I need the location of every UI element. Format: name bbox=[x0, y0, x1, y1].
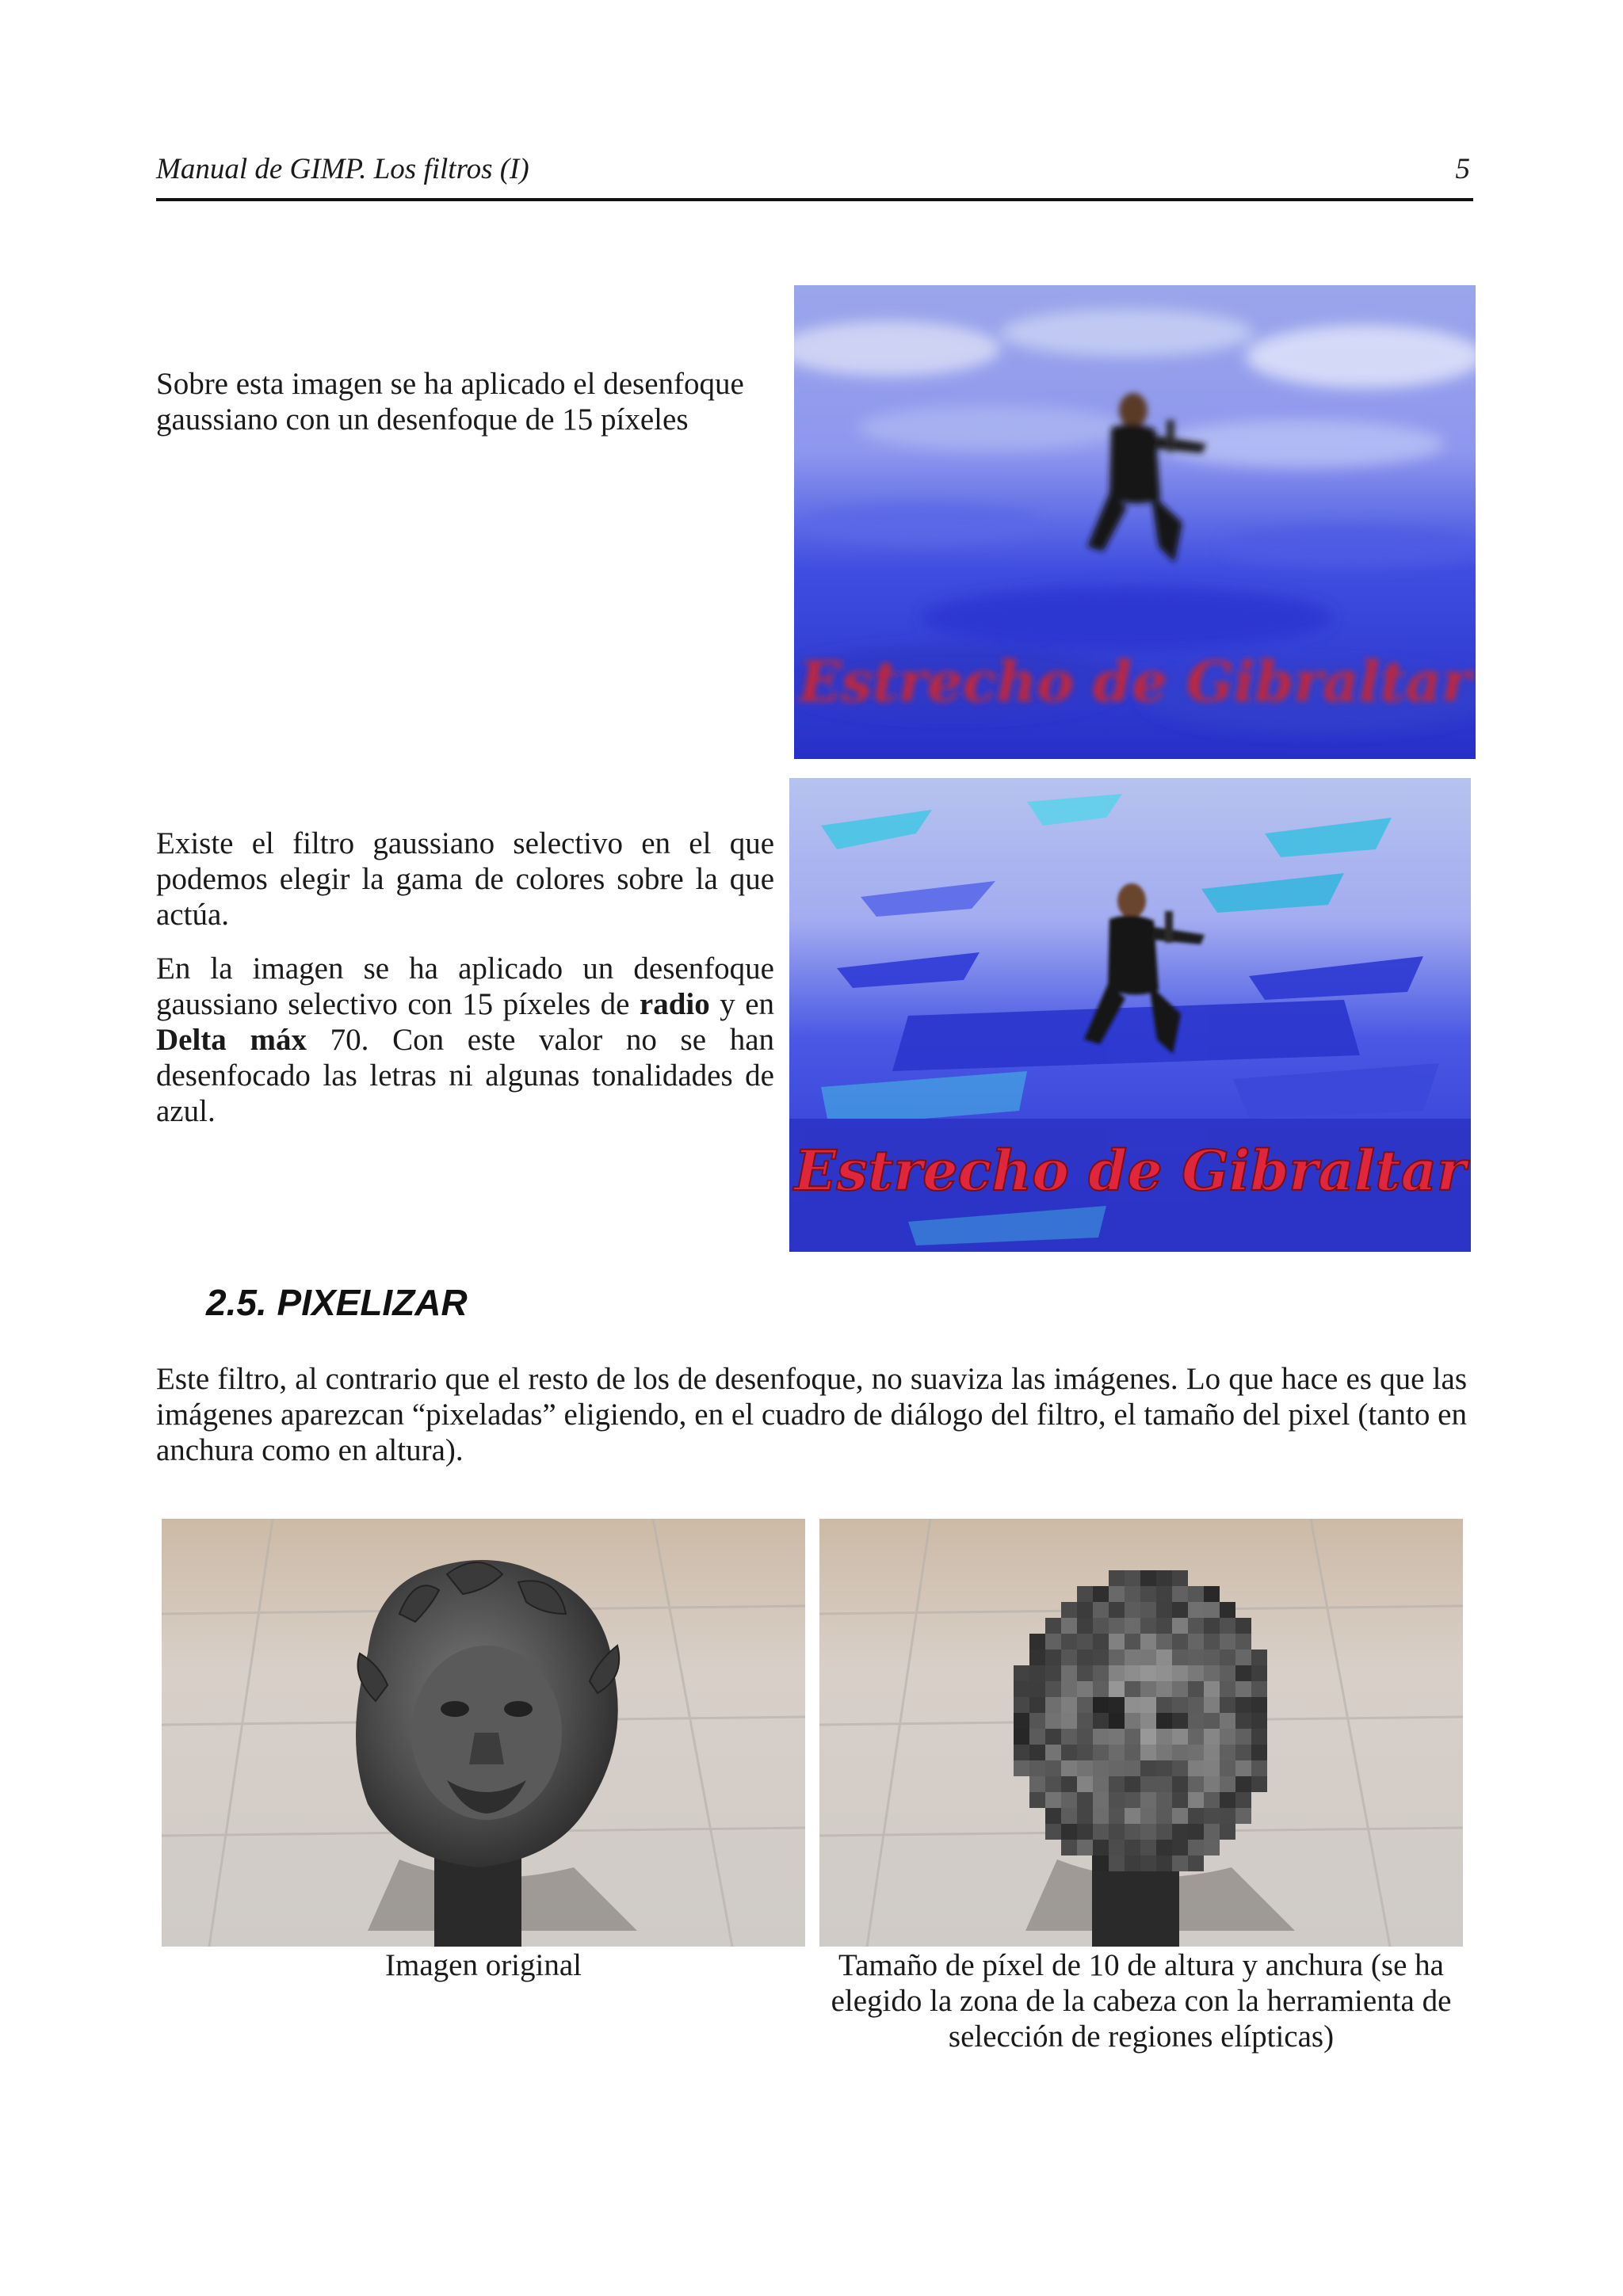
pixel-block bbox=[1172, 1792, 1188, 1808]
pixel-block bbox=[1125, 1697, 1140, 1713]
pixel-block bbox=[1188, 1602, 1204, 1618]
page-number: 5 bbox=[1455, 153, 1470, 185]
pixel-block bbox=[1140, 1713, 1156, 1729]
pixel-block bbox=[1125, 1760, 1140, 1776]
pixel-block bbox=[1014, 1729, 1029, 1745]
pixel-block bbox=[1220, 1697, 1235, 1713]
pixel-block bbox=[1172, 1570, 1188, 1586]
pixel-block bbox=[1093, 1713, 1109, 1729]
selective-blur-p2: En la imagen se ha aplicado un desenfoque gaussiano selectivo con 15 píxeles de radio y en Delta máx 70. Con este valor no se han desenfocado las letras ni algunas tonalidades de azul. bbox=[156, 952, 775, 1128]
pixel-block bbox=[1220, 1650, 1235, 1665]
pixel-block bbox=[1014, 1681, 1029, 1697]
pixel-block bbox=[1172, 1618, 1188, 1634]
pixel-block bbox=[1077, 1808, 1093, 1824]
pixel-block bbox=[1125, 1840, 1140, 1855]
pixel-block bbox=[1140, 1650, 1156, 1665]
pixel-block bbox=[1156, 1729, 1172, 1745]
pixel-block bbox=[1109, 1681, 1125, 1697]
pixel-block bbox=[1109, 1586, 1125, 1602]
pixel-block bbox=[1251, 1745, 1267, 1760]
pixel-block bbox=[1029, 1665, 1045, 1681]
pixel-block bbox=[1156, 1840, 1172, 1855]
pixel-block bbox=[1125, 1824, 1140, 1840]
pixel-block bbox=[1109, 1650, 1125, 1665]
pixel-block bbox=[1220, 1713, 1235, 1729]
pixel-block bbox=[1188, 1665, 1204, 1681]
selective-banner-text: Estrecho de Gibraltar bbox=[794, 1138, 1466, 1203]
pixel-block bbox=[1156, 1808, 1172, 1824]
pixel-block bbox=[1172, 1745, 1188, 1760]
pixel-block bbox=[1156, 1634, 1172, 1650]
pixel-block bbox=[1220, 1634, 1235, 1650]
pixel-block bbox=[1125, 1729, 1140, 1745]
pixel-block bbox=[1077, 1745, 1093, 1760]
pixel-block bbox=[1172, 1855, 1188, 1871]
pixel-block bbox=[1014, 1665, 1029, 1681]
pixel-block bbox=[1188, 1776, 1204, 1792]
pixel-block bbox=[1204, 1824, 1220, 1840]
pixel-block bbox=[1125, 1665, 1140, 1681]
pixel-block bbox=[1061, 1745, 1077, 1760]
pixel-block bbox=[1077, 1681, 1093, 1697]
pixel-block bbox=[1077, 1760, 1093, 1776]
pixel-block bbox=[1140, 1634, 1156, 1650]
pixel-block bbox=[1093, 1776, 1109, 1792]
pixel-block bbox=[1093, 1824, 1109, 1840]
pixel-block bbox=[1077, 1665, 1093, 1681]
pixel-block bbox=[1220, 1760, 1235, 1776]
pixel-block bbox=[1093, 1681, 1109, 1697]
pixel-block bbox=[1204, 1792, 1220, 1808]
pixel-block bbox=[1204, 1808, 1220, 1824]
pixel-block bbox=[1204, 1745, 1220, 1760]
pixelizar-description: Este filtro, al contrario que el resto de los de desenfoque, no suaviza las imágenes. Lo que hace es que las imágenes aparezcan “pixeladas” eligiendo, en el cuadro de diálogo del filtro, el tamaño del pixel (tanto en anchura como en altura). bbox=[156, 1362, 1467, 1467]
pixel-block bbox=[1045, 1792, 1061, 1808]
pixel-block bbox=[1125, 1855, 1140, 1871]
pixel-block bbox=[1045, 1808, 1061, 1824]
caption-original: Imagen original bbox=[385, 1948, 582, 1982]
pixel-block bbox=[1125, 1570, 1140, 1586]
pixel-block bbox=[1204, 1776, 1220, 1792]
pixel-block bbox=[1188, 1634, 1204, 1650]
pixel-block bbox=[1061, 1729, 1077, 1745]
pixel-block bbox=[1077, 1586, 1093, 1602]
pixel-block bbox=[1188, 1729, 1204, 1745]
pixel-block bbox=[1077, 1776, 1093, 1792]
pixel-block bbox=[1045, 1681, 1061, 1697]
radio-term: radio bbox=[639, 987, 710, 1021]
pixel-block bbox=[1140, 1792, 1156, 1808]
pixel-block bbox=[1188, 1808, 1204, 1824]
document-title: Manual de GIMP. Los filtros (I) bbox=[156, 153, 529, 185]
pixel-block bbox=[1109, 1570, 1125, 1586]
pixel-block bbox=[1029, 1650, 1045, 1665]
pixel-block bbox=[1140, 1681, 1156, 1697]
pixel-block bbox=[1077, 1618, 1093, 1634]
pixel-block bbox=[1109, 1634, 1125, 1650]
pixel-block bbox=[1204, 1634, 1220, 1650]
pixel-block bbox=[1029, 1713, 1045, 1729]
pixel-block bbox=[1109, 1618, 1125, 1634]
pixel-block bbox=[1172, 1697, 1188, 1713]
pixel-block bbox=[1093, 1586, 1109, 1602]
pixel-block bbox=[1061, 1697, 1077, 1713]
pixel-block bbox=[1014, 1713, 1029, 1729]
lion-pixelated-image bbox=[819, 1519, 1463, 1947]
pixel-block bbox=[1235, 1760, 1251, 1776]
pixel-block bbox=[1061, 1840, 1077, 1855]
pixel-block bbox=[1077, 1713, 1093, 1729]
pixel-block bbox=[1061, 1792, 1077, 1808]
pixel-block bbox=[1077, 1602, 1093, 1618]
pixel-block bbox=[1220, 1792, 1235, 1808]
pixel-block bbox=[1061, 1760, 1077, 1776]
pixel-block bbox=[1029, 1792, 1045, 1808]
pixel-block bbox=[1204, 1697, 1220, 1713]
pixel-block bbox=[1140, 1586, 1156, 1602]
pixel-block bbox=[1156, 1824, 1172, 1840]
pixel-block bbox=[1093, 1697, 1109, 1713]
pixel-block bbox=[1045, 1650, 1061, 1665]
pixel-block bbox=[1251, 1665, 1267, 1681]
pixel-block bbox=[1125, 1618, 1140, 1634]
page-header bbox=[156, 152, 1473, 201]
pixel-block bbox=[1172, 1665, 1188, 1681]
pixel-block bbox=[1077, 1824, 1093, 1840]
pixel-block bbox=[1156, 1602, 1172, 1618]
pixel-block bbox=[1061, 1665, 1077, 1681]
pixel-block bbox=[1188, 1792, 1204, 1808]
pixel-block bbox=[1045, 1824, 1061, 1840]
pixel-block bbox=[1077, 1697, 1093, 1713]
pixel-block bbox=[1061, 1618, 1077, 1634]
pixel-block bbox=[1188, 1745, 1204, 1760]
pixel-block bbox=[1235, 1729, 1251, 1745]
pixel-block bbox=[1188, 1586, 1204, 1602]
pixel-block bbox=[1077, 1840, 1093, 1855]
pixel-block bbox=[1188, 1824, 1204, 1840]
pixel-block bbox=[1140, 1729, 1156, 1745]
pixel-block bbox=[1077, 1634, 1093, 1650]
pixel-block bbox=[1220, 1729, 1235, 1745]
pixel-block bbox=[1061, 1681, 1077, 1697]
pixel-block bbox=[1125, 1745, 1140, 1760]
pixel-block bbox=[1156, 1697, 1172, 1713]
pixel-block bbox=[1172, 1650, 1188, 1665]
pixel-block bbox=[1251, 1681, 1267, 1697]
pixel-block bbox=[1235, 1681, 1251, 1697]
pixel-block bbox=[1109, 1745, 1125, 1760]
pixel-block bbox=[1235, 1745, 1251, 1760]
pixel-block bbox=[1045, 1713, 1061, 1729]
pixel-block bbox=[1204, 1729, 1220, 1745]
pixel-block bbox=[1109, 1840, 1125, 1855]
pixel-block bbox=[1172, 1681, 1188, 1697]
pixel-block bbox=[1156, 1665, 1172, 1681]
pixel-block bbox=[1140, 1697, 1156, 1713]
pixel-block bbox=[1140, 1745, 1156, 1760]
pixel-block bbox=[1204, 1586, 1220, 1602]
pixel-block bbox=[1156, 1760, 1172, 1776]
pixel-block bbox=[1109, 1729, 1125, 1745]
pixel-block bbox=[1045, 1760, 1061, 1776]
pixel-block bbox=[1093, 1745, 1109, 1760]
pixel-block bbox=[1188, 1681, 1204, 1697]
pixel-block bbox=[1125, 1792, 1140, 1808]
pixel-block bbox=[1235, 1665, 1251, 1681]
pixel-block bbox=[1220, 1776, 1235, 1792]
pixel-block bbox=[1140, 1618, 1156, 1634]
pixel-block bbox=[1156, 1855, 1172, 1871]
pixel-block bbox=[1156, 1570, 1172, 1586]
pixel-block bbox=[1109, 1776, 1125, 1792]
pixel-block bbox=[1014, 1745, 1029, 1760]
gaussian-blur-description: Sobre esta imagen se ha aplicado el desenfoque gaussiano con un desenfoque de 15 píxeles bbox=[156, 367, 744, 437]
pixel-block bbox=[1140, 1570, 1156, 1586]
pixel-block bbox=[1093, 1760, 1109, 1776]
pixel-block bbox=[1109, 1824, 1125, 1840]
pixel-block bbox=[1172, 1586, 1188, 1602]
pixel-block bbox=[1156, 1745, 1172, 1760]
pixel-block bbox=[1172, 1824, 1188, 1840]
pixel-block bbox=[1251, 1697, 1267, 1713]
pixel-block bbox=[1156, 1713, 1172, 1729]
pixel-block bbox=[1045, 1665, 1061, 1681]
pixel-block bbox=[1220, 1824, 1235, 1840]
pixel-block bbox=[1235, 1634, 1251, 1650]
pixel-block bbox=[1125, 1681, 1140, 1697]
caption-pixelated: Tamaño de píxel de 10 de altura y anchura (se ha elegido la zona de la cabeza con la herramienta de selección de regiones elípticas) bbox=[831, 1948, 1452, 2054]
pixel-block bbox=[1188, 1650, 1204, 1665]
lion-original-image bbox=[162, 1519, 805, 1947]
pixel-block bbox=[1220, 1618, 1235, 1634]
pixel-block bbox=[1061, 1634, 1077, 1650]
pixel-block bbox=[1172, 1808, 1188, 1824]
pixel-block bbox=[1235, 1713, 1251, 1729]
pixel-block bbox=[1251, 1776, 1267, 1792]
pixel-block bbox=[1093, 1729, 1109, 1745]
pixel-block bbox=[1045, 1634, 1061, 1650]
pixel-block bbox=[1045, 1729, 1061, 1745]
pixel-block bbox=[1029, 1634, 1045, 1650]
pixel-block bbox=[1188, 1840, 1204, 1855]
pixel-block bbox=[1014, 1760, 1029, 1776]
pixel-block bbox=[1204, 1602, 1220, 1618]
pixel-block bbox=[1125, 1650, 1140, 1665]
pixel-block bbox=[1235, 1618, 1251, 1634]
pixel-block bbox=[1125, 1713, 1140, 1729]
pixel-block bbox=[1156, 1681, 1172, 1697]
pixel-block bbox=[1029, 1776, 1045, 1792]
pixel-block bbox=[1029, 1745, 1045, 1760]
pixel-block bbox=[1125, 1602, 1140, 1618]
pixel-block bbox=[1140, 1760, 1156, 1776]
pixel-block bbox=[1109, 1855, 1125, 1871]
pixel-block bbox=[1109, 1665, 1125, 1681]
pixel-block bbox=[1220, 1602, 1235, 1618]
pixel-block bbox=[1125, 1634, 1140, 1650]
pixel-block bbox=[1220, 1665, 1235, 1681]
pixel-block bbox=[1061, 1713, 1077, 1729]
pixel-block bbox=[1077, 1792, 1093, 1808]
pixel-block bbox=[1204, 1840, 1220, 1855]
pixel-block bbox=[1204, 1650, 1220, 1665]
pixel-block bbox=[1093, 1855, 1109, 1871]
pixel-block bbox=[1109, 1760, 1125, 1776]
pixel-block bbox=[1045, 1776, 1061, 1792]
pixel-block bbox=[1077, 1729, 1093, 1745]
pixel-block bbox=[1140, 1808, 1156, 1824]
pixel-block bbox=[1109, 1697, 1125, 1713]
pixel-block bbox=[1093, 1840, 1109, 1855]
selective-blurred-image bbox=[789, 778, 1471, 1252]
pixel-block bbox=[1109, 1602, 1125, 1618]
pixel-block bbox=[1093, 1808, 1109, 1824]
delta-max-term: Delta máx bbox=[156, 1023, 307, 1057]
pixel-block bbox=[1014, 1697, 1029, 1713]
pixel-block bbox=[1235, 1792, 1251, 1808]
pixel-block bbox=[1125, 1776, 1140, 1792]
pixel-block bbox=[1109, 1792, 1125, 1808]
pixel-block bbox=[1235, 1650, 1251, 1665]
pixel-block bbox=[1172, 1840, 1188, 1855]
pixel-block bbox=[1204, 1681, 1220, 1697]
pixel-block bbox=[1029, 1760, 1045, 1776]
pixel-block bbox=[1235, 1697, 1251, 1713]
pixel-block bbox=[1204, 1665, 1220, 1681]
pixel-block bbox=[1172, 1760, 1188, 1776]
pixel-block bbox=[1125, 1808, 1140, 1824]
pixel-block bbox=[1045, 1618, 1061, 1634]
pixel-block bbox=[1061, 1602, 1077, 1618]
pixel-block bbox=[1029, 1697, 1045, 1713]
pixel-block bbox=[1109, 1808, 1125, 1824]
pixel-block bbox=[1220, 1808, 1235, 1824]
pixel-block bbox=[1172, 1776, 1188, 1792]
pixel-block bbox=[1172, 1729, 1188, 1745]
pixel-block bbox=[1093, 1650, 1109, 1665]
pixel-block bbox=[1251, 1650, 1267, 1665]
pixel-block bbox=[1045, 1745, 1061, 1760]
pixel-block bbox=[1077, 1650, 1093, 1665]
pixel-block bbox=[1061, 1776, 1077, 1792]
pixel-block bbox=[1093, 1602, 1109, 1618]
pixel-block bbox=[1188, 1760, 1204, 1776]
pixel-block bbox=[1156, 1618, 1172, 1634]
pixel-block bbox=[1045, 1697, 1061, 1713]
pixel-block bbox=[1204, 1760, 1220, 1776]
pixel-block bbox=[1029, 1729, 1045, 1745]
pixel-block bbox=[1093, 1618, 1109, 1634]
pixel-block bbox=[1172, 1713, 1188, 1729]
pixel-block bbox=[1188, 1855, 1204, 1871]
pixel-block bbox=[1061, 1808, 1077, 1824]
pixel-block bbox=[1235, 1776, 1251, 1792]
selective-blur-p1: Existe el filtro gaussiano selectivo en el que podemos elegir la gama de colores sobre la que actúa. bbox=[156, 826, 774, 932]
pixel-block bbox=[1140, 1840, 1156, 1855]
pixel-block bbox=[1204, 1713, 1220, 1729]
pixel-block bbox=[1188, 1697, 1204, 1713]
pixel-block bbox=[1220, 1745, 1235, 1760]
pixel-block bbox=[1029, 1681, 1045, 1697]
pixel-block bbox=[1156, 1792, 1172, 1808]
pixel-block bbox=[1251, 1713, 1267, 1729]
pixel-block bbox=[1172, 1634, 1188, 1650]
pixel-block bbox=[1156, 1586, 1172, 1602]
pixel-block bbox=[1109, 1713, 1125, 1729]
pixel-block bbox=[1140, 1824, 1156, 1840]
pixel-block bbox=[1188, 1618, 1204, 1634]
pixel-block bbox=[1093, 1792, 1109, 1808]
pixel-block bbox=[1140, 1855, 1156, 1871]
pixel-block bbox=[1093, 1634, 1109, 1650]
pixel-block bbox=[1093, 1665, 1109, 1681]
pixel-block bbox=[1251, 1760, 1267, 1776]
pixel-block bbox=[1156, 1776, 1172, 1792]
pixel-block bbox=[1235, 1808, 1251, 1824]
pixel-block bbox=[1172, 1602, 1188, 1618]
pixel-block bbox=[1125, 1586, 1140, 1602]
pixel-block bbox=[1220, 1681, 1235, 1697]
pixel-block bbox=[1061, 1650, 1077, 1665]
pixel-block bbox=[1156, 1650, 1172, 1665]
pixel-block bbox=[1140, 1665, 1156, 1681]
blurred-banner-text: Estrecho de Gibraltar bbox=[799, 649, 1471, 715]
section-heading-pixelizar: 2.5. PIXELIZAR bbox=[206, 1282, 468, 1323]
blurred-image bbox=[794, 285, 1476, 759]
pixel-block bbox=[1140, 1776, 1156, 1792]
pixel-block bbox=[1061, 1824, 1077, 1840]
pixel-block bbox=[1188, 1713, 1204, 1729]
pixel-block bbox=[1204, 1618, 1220, 1634]
pixel-block bbox=[1140, 1602, 1156, 1618]
pixel-block bbox=[1251, 1729, 1267, 1745]
